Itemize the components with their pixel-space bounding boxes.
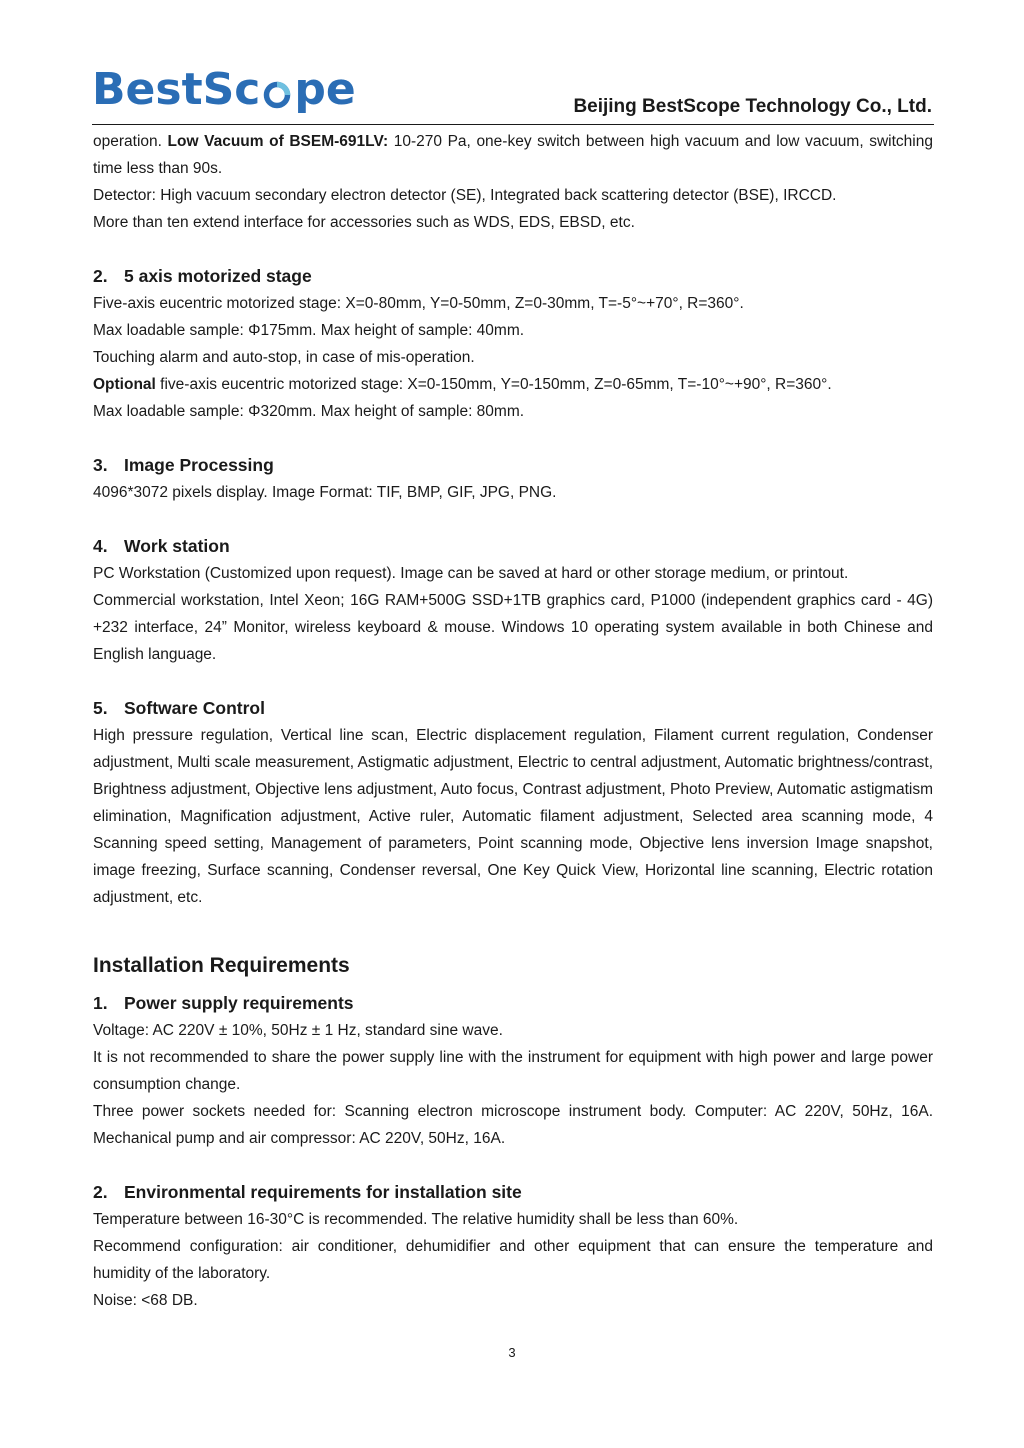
page-number: 3 — [508, 1345, 516, 1360]
power-line-1: Voltage: AC 220V ± 10%, 50Hz ± 1 Hz, standard sine wave. — [93, 1022, 503, 1039]
environment-number: 2. — [93, 1182, 108, 1202]
environment-line-3: Noise: <68 DB. — [93, 1292, 198, 1309]
logo-text-end: pe — [294, 64, 356, 115]
optional-label: Optional — [93, 376, 156, 393]
workstation-number: 4. — [93, 536, 108, 556]
power-heading — [93, 989, 933, 1017]
power-line-3: Three power sockets needed for: Scanning electron microscope instrument body. Computer: AC 220V, 50Hz, 16A. Mechanical pump and air compressor: AC 220V, 50Hz, 16A. — [93, 1103, 933, 1147]
detector-line: Detector: High vacuum secondary electron detector (SE), Integrated back scattering detector (BSE), IRCCD. — [93, 187, 837, 204]
intro-bold: Low Vacuum of BSEM-691LV: — [167, 133, 389, 150]
stage-line-2: Max loadable sample: Φ175mm. Max height of sample: 40mm. — [93, 322, 525, 339]
power-title: Power supply requirements — [124, 993, 354, 1013]
stage-line-3: Touching alarm and auto-stop, in case of mis-operation. — [93, 349, 475, 366]
environment-title: Environmental requirements for installation site — [124, 1182, 522, 1202]
environment-heading — [93, 1178, 933, 1206]
header-rule — [92, 124, 934, 125]
environment-line-1: Temperature between 16-30°C is recommended. The relative humidity shall be less than 60%. — [93, 1211, 739, 1228]
image-processing-title: Image Processing — [124, 455, 274, 475]
intro-paragraph — [93, 128, 933, 182]
stage-title: 5 axis motorized stage — [124, 266, 312, 286]
company-name: Beijing BestScope Technology Co., Ltd. — [573, 96, 932, 117]
image-processing-number: 3. — [93, 455, 108, 475]
optional-stage-spec: five-axis eucentric motorized stage: X=0-150mm, Y=0-150mm, Z=0-65mm, T=-10°~+90°, R=360°. — [155, 376, 832, 393]
software-number: 5. — [93, 698, 108, 718]
workstation-line-2: Commercial workstation, Intel Xeon; 16G RAM+500G SSD+1TB graphics card, P1000 (independent graphics card - 4G) +232 interface, 24” Monitor, wireless keyboard & mouse. Windows 10 operating system available in both Chinese and English language. — [93, 592, 933, 663]
workstation-title: Work station — [124, 536, 230, 556]
logo-text-start: BestSc — [92, 64, 261, 115]
stage-number: 2. — [93, 266, 108, 286]
environment-line-2: Recommend configuration: air conditioner, dehumidifier and other equipment that can ensure the temperature and humidity of the laboratory. — [93, 1238, 933, 1282]
stage-line-1: Five-axis eucentric motorized stage: X=0-80mm, Y=0-50mm, Z=0-30mm, T=-5°~+70°, R=360°. — [93, 295, 744, 312]
power-line-2: It is not recommended to share the power supply line with the instrument for equipment with high power and large power consumption change. — [93, 1049, 933, 1093]
installation-heading: Installation Requirements — [93, 954, 350, 977]
logo-ring-icon — [262, 80, 292, 110]
stage-line-4 — [93, 371, 933, 398]
interfaces-line: More than ten extend interface for accessories such as WDS, EDS, EBSD, etc. — [93, 214, 635, 231]
power-number: 1. — [93, 993, 108, 1013]
image-processing-line: 4096*3072 pixels display. Image Format: TIF, BMP, GIF, JPG, PNG. — [93, 484, 557, 501]
bestscope-logo — [92, 64, 356, 115]
page-header — [92, 66, 932, 126]
stage-line-5: Max loadable sample: Φ320mm. Max height of sample: 80mm. — [93, 403, 525, 420]
intro-start: operation. — [93, 133, 168, 150]
page-content — [93, 128, 933, 1314]
workstation-heading — [93, 532, 933, 560]
software-heading — [93, 694, 933, 722]
software-paragraph: High pressure regulation, Vertical line scan, Electric displacement regulation, Filament current regulation, Condenser adjustment, Multi scale measurement, Astigmatic adjustment, Electric to central adjustment, Automatic brightness/contrast, Brightness adjustment, Objective lens adjustment, Auto focus, Contrast adjustment, Photo Preview, Automatic astigmatism elimination, Magnification adjustment, Active ruler, Automatic filament adjustment, Selected area scanning mode, 4 Scanning speed setting, Management of parameters, Point scanning mode, Objective lens inversion Image snapshot, image freezing, Surface scanning, Condenser reversal, One Key Quick View, Horizontal line scanning, Electric rotation adjustment, etc. — [93, 727, 933, 906]
software-title: Software Control — [124, 698, 265, 718]
stage-heading — [93, 262, 933, 290]
intro-rest: 10-270 Pa, one-key switch between high vacuum and low vacuum, switching time less than 90s. — [93, 133, 933, 177]
workstation-line-1: PC Workstation (Customized upon request). Image can be saved at hard or other storage medium, or printout. — [93, 565, 849, 582]
image-processing-heading — [93, 451, 933, 479]
